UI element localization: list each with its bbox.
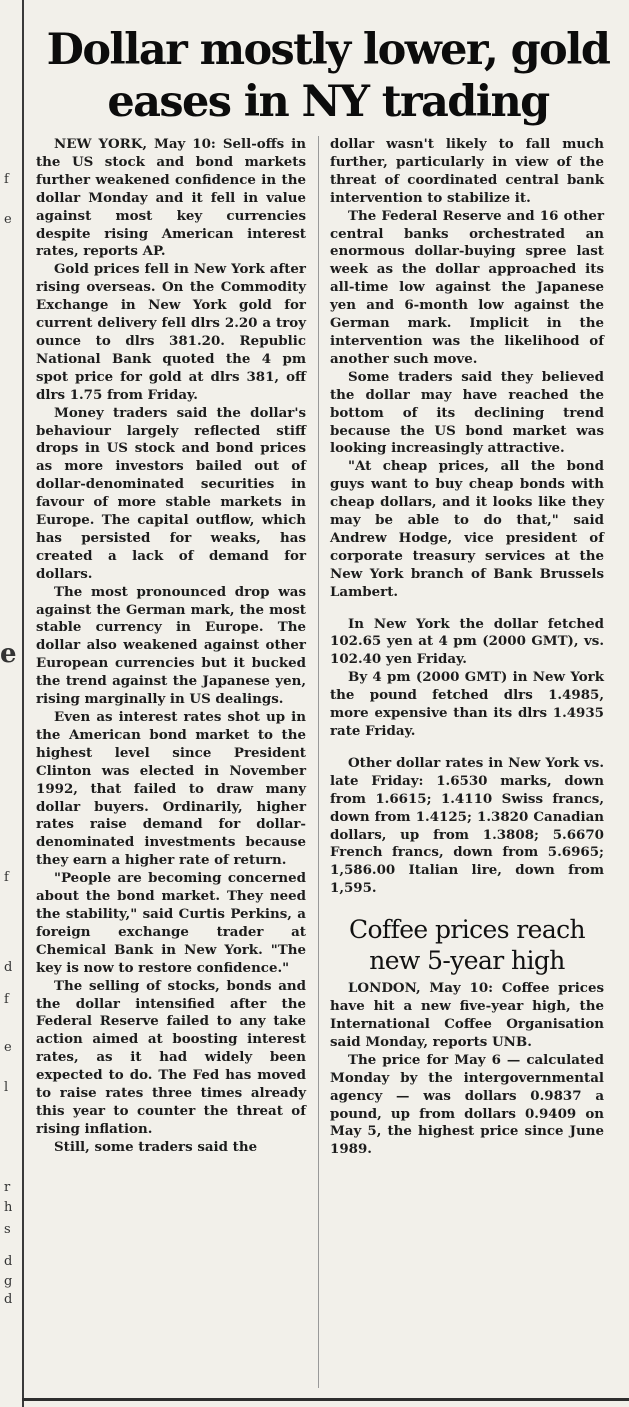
adjacent-text-fragment: h [4, 1200, 13, 1215]
article-paragraph: The selling of stocks, bonds and the dollar intensified after the Federal Reserve failed to any take action aimed at boosting interest rates, as it had widely been expected to do. The Fed has moved to raise rates three times already this year to counter the threat of rising inflation. [36, 977, 306, 1137]
article-paragraph: Gold prices fell in New York after rising overseas. On the Commodity Exchange in New York gold for current delivery fell dlrs 2.20 a troy ounce to dlrs 381.20. Republic National Bank quoted the 4 pm spot price for gold at dlrs 381, off dlrs 1.75 from Friday. [36, 261, 306, 403]
adjacent-text-fragment: d [4, 960, 13, 975]
adjacent-text-fragment: d [4, 1254, 13, 1269]
bottom-rule [22, 1398, 629, 1401]
article-paragraph: Even as interest rates shot up in the American bond market to the highest level since President Clinton was elected in November 1992, that failed to draw many dollar buyers. Ordinarily, higher rates raise demand for dollar-denominated investments because they earn a higher rate of return. [36, 709, 306, 869]
article-paragraph: Money traders said the dollar's behaviour largely reflected stiff drops in US stock and bond prices as more investors bailed out of dollar-denominated securities in favour of more stable markets in Europe. The capital outflow, which has persisted for weaks, has created a lack of demand for dollars. [36, 404, 306, 582]
second-story-paragraph: LONDON, May 10: Coffee prices have hit a new five-year high, the International Coffee Organisation said Monday, reports UNB. [330, 980, 604, 1050]
article-paragraph: Still, some traders said the [54, 1138, 258, 1155]
headline: Dollar mostly lower, gold eases in NY trading [46, 25, 610, 127]
article-paragraph: "People are becoming concerned about the bond market. They need the stability," said Curtis Perkins, a foreign exchange trader at Chemical Bank in New York. "The key is now to restore confidence." [36, 870, 306, 976]
article-paragraph: The most pronounced drop was against the German mark, the most stable currency in Europe. The dollar also weakened against other European currencies but it bucked the trend against the Japanese yen, rising marginally in US dealings. [36, 583, 306, 708]
article-paragraph: dollar wasn't likely to fall much further, particularly in view of the threat of coordinated central bank intervention to stabilize it. [330, 136, 604, 206]
adjacent-text-fragment: e [0, 639, 17, 669]
adjacent-text-fragment: s [4, 1222, 11, 1237]
adjacent-text-fragment: f [4, 992, 9, 1007]
article-paragraph: In New York the dollar fetched 102.65 yen at 4 pm (2000 GMT), vs. 102.40 yen Friday. [330, 615, 604, 668]
adjacent-text-fragment: g [4, 1274, 13, 1289]
adjacent-text-fragment: e [4, 212, 12, 227]
adjacent-text-fragment: l [4, 1080, 9, 1095]
article-paragraph: Other dollar rates in New York vs. late Friday: 1.6530 marks, down from 1.6615; 1.4110 Swiss francs, down from 1.4125; 1.3820 Canadian dollars, up from 1.3808; 5.6670 French francs, down from 5.6965; 1,586.00 Italian lire, down from 1,595. [330, 754, 604, 897]
adjacent-text-fragment: r [4, 1180, 11, 1195]
adjacent-text-fragment: e [4, 1040, 12, 1055]
article-paragraph: "At cheap prices, all the bond guys want to buy cheap bonds with cheap dollars, and it looks like they may be able to do that," said Andrew Hodge, vice president of corporate treasury services at the New York branch of Bank Brussels Lambert. [330, 458, 604, 600]
article-paragraph: Some traders said they believed the dollar may have reached the bottom of its declining trend because the US bond market was looking increasingly attractive. [330, 368, 604, 457]
article-paragraph: The Federal Reserve and 16 other central banks orchestrated an enormous dollar-buying spree last week as the dollar approached its all-time low against the Japanese yen and 6-month low against the German mark. Implicit in the intervention was the likelihood of another such move. [330, 207, 604, 367]
adjacent-text-fragment: f [4, 870, 9, 885]
adjacent-text-fragment: d [4, 1292, 13, 1307]
article-column-2 [330, 136, 604, 1159]
column-divider [318, 136, 319, 1388]
second-story-paragraph: The price for May 6 — calculated Monday by the intergovernmental agency — was dollars 0.9837 a pound, up from dollars 0.9409 on May 5, the highest price since June 1989. [330, 1051, 604, 1158]
second-story-headline: Coffee prices reach new 5-year high [348, 915, 586, 976]
article-paragraph: By 4 pm (2000 GMT) in New York the pound fetched dlrs 1.4985, more expensive than its dlrs 1.4935 rate Friday. [330, 669, 604, 739]
article-paragraph: NEW YORK, May 10: Sell-offs in the US stock and bond markets further weakened confidence in the dollar Monday and it fell in value against most key currencies despite rising American interest rates, reports AP. [36, 136, 306, 260]
adjacent-text-fragment: f [4, 172, 9, 187]
article-column-1 [36, 136, 306, 1157]
